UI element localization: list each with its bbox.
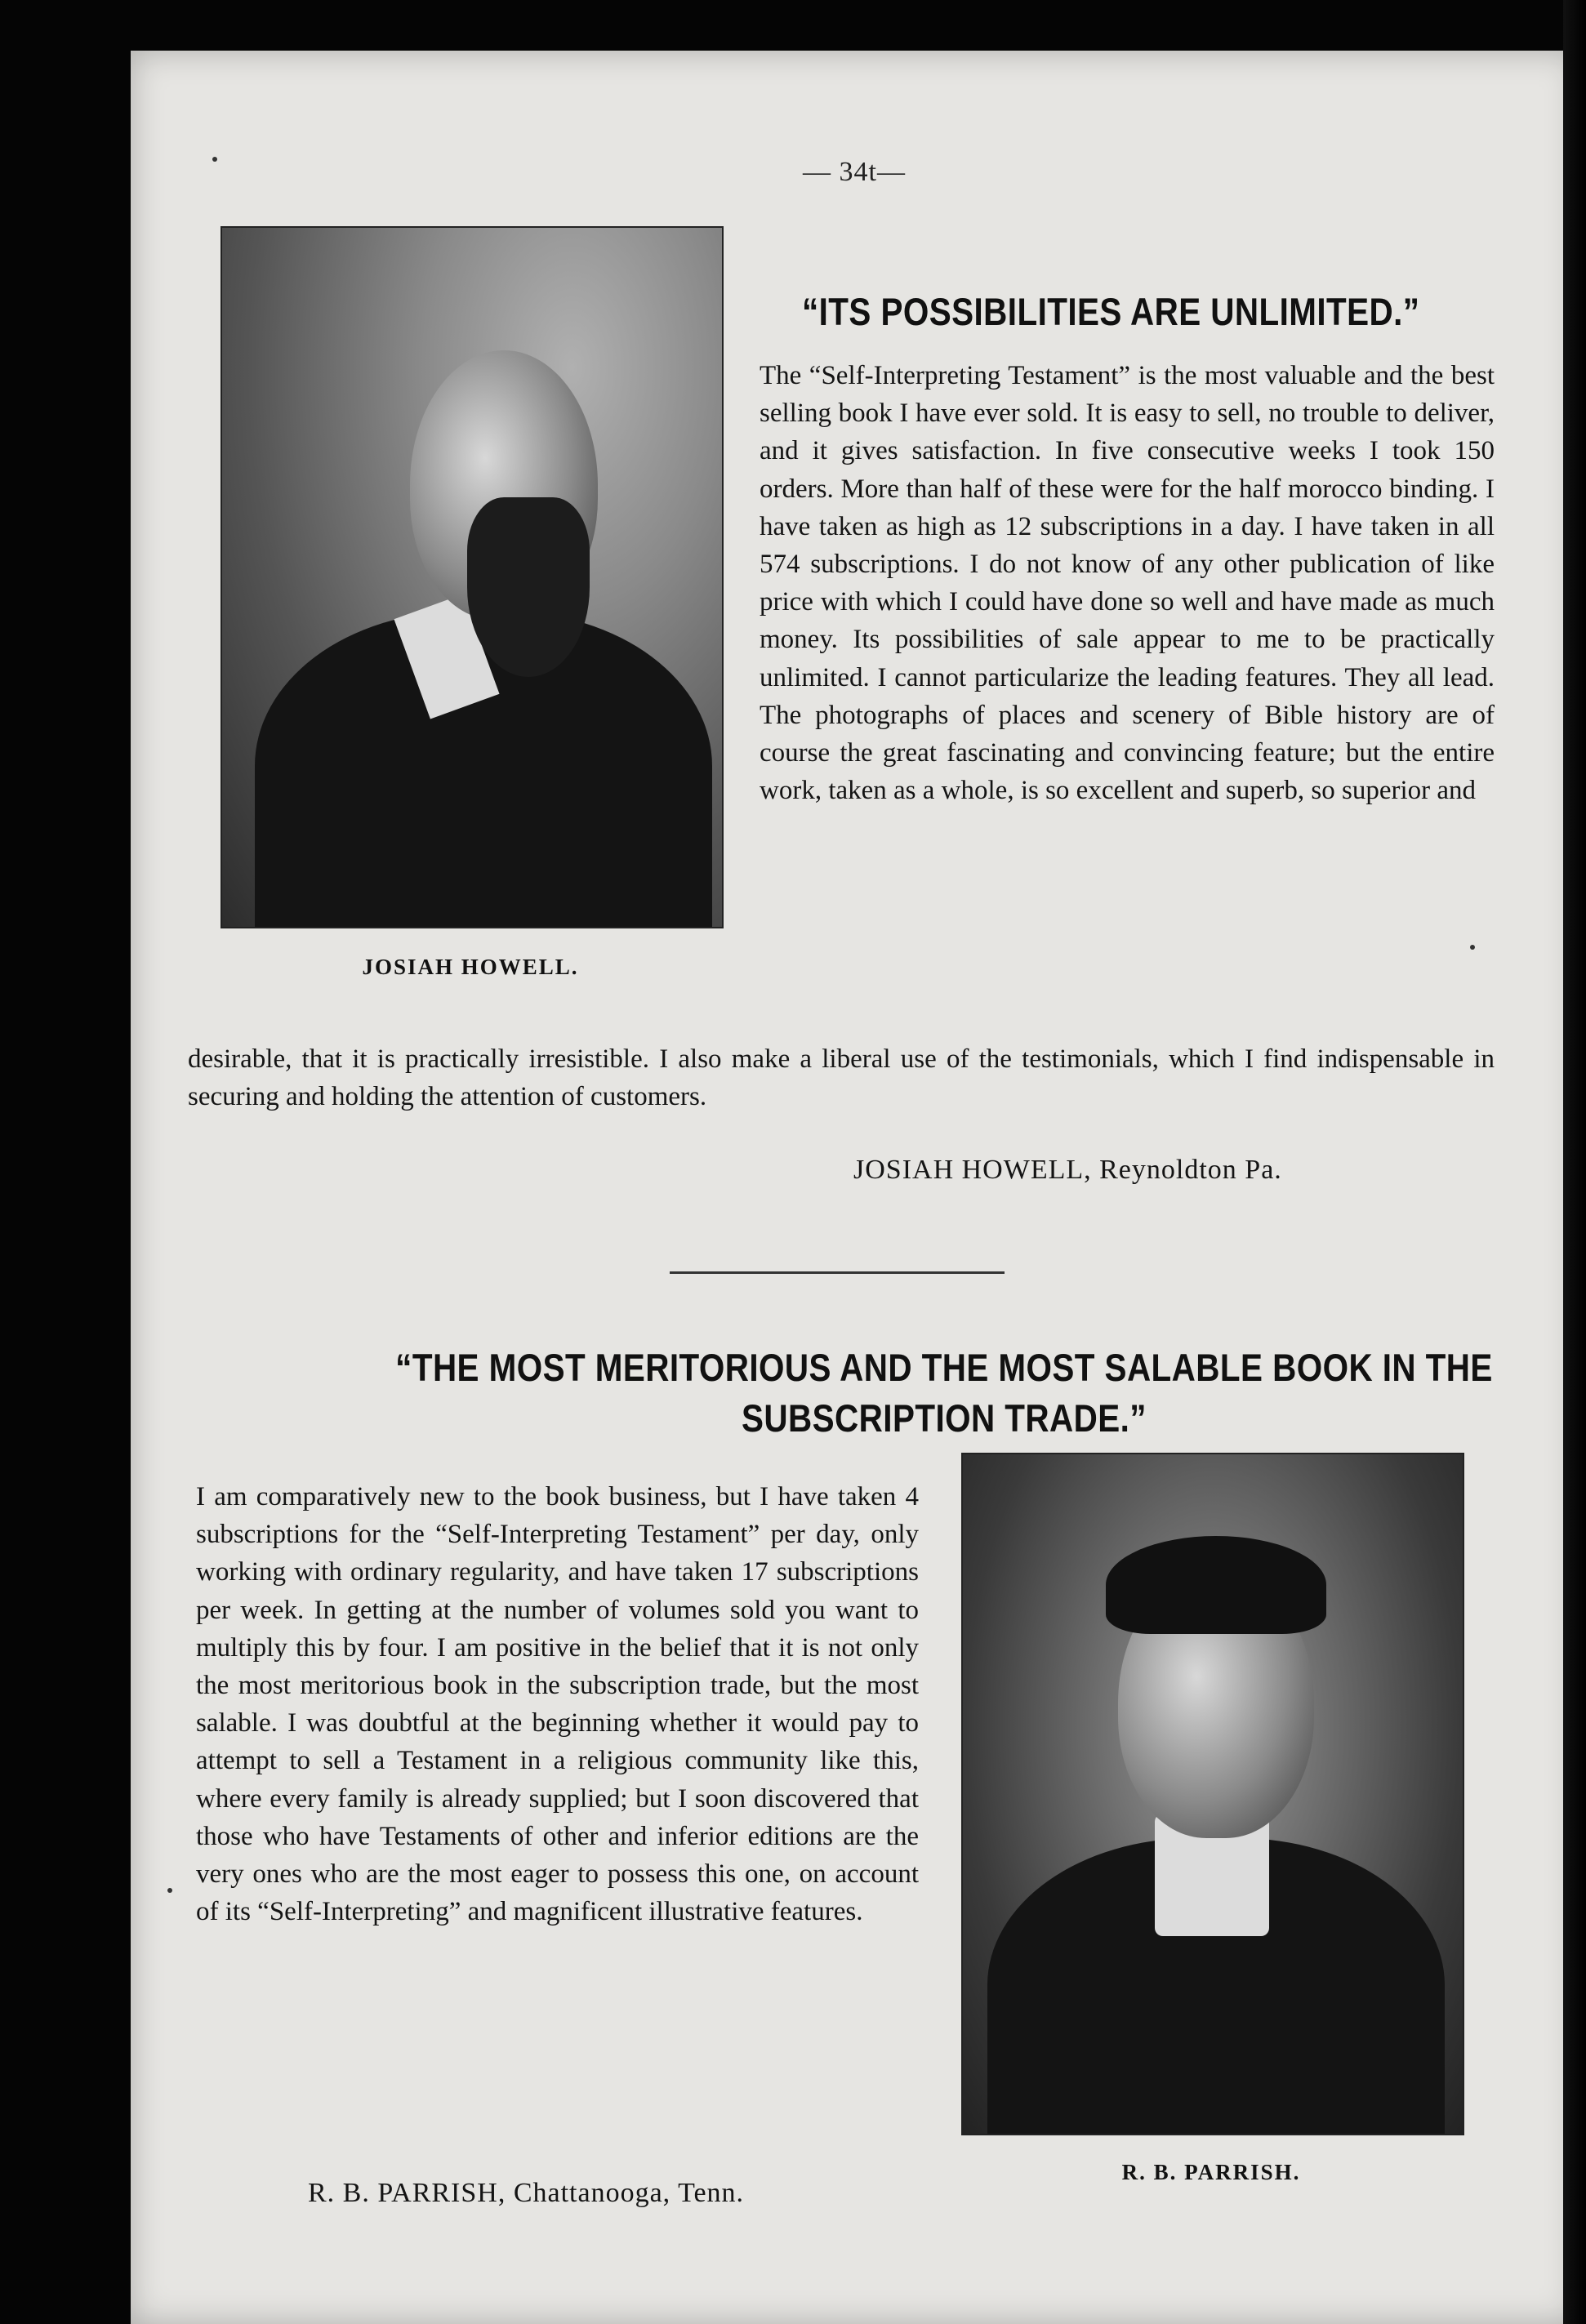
testimonial-parrish-text: I am comparatively new to the book business, but I have taken 4 subscriptions for the “Self-Interpreting Testament” per day, only working with ordinary regularity, and have taken 17 subscriptions per week. In getting at the number of volumes sold you want to multiply this by four. I am positive in the belief that it is not only the most meritorious book in the subscription trade, but the most salable. I was doubtful at the beginning whether it would pay to attempt to sell a Testament in a religious community like this, where every family is already supplied; but I soon discovered that those who have Testaments of other and inferior editions are the very ones who are the most eager to possess this one, on account of its “Self-Interpreting” and magnificent illustrative features.	[196, 1482, 919, 1927]
portrait-hair	[1106, 1536, 1326, 1634]
portrait-rb-parrish	[961, 1453, 1464, 2135]
photo-caption-howell: JOSIAH HOWELL.	[362, 955, 579, 979]
headline-line-1: “THE MOST MERITORIOUS AND THE MOST SALABLE BOOK IN THE	[395, 1346, 1493, 1389]
document-page	[131, 51, 1578, 2324]
scan-speck	[167, 1888, 172, 1893]
headline-line-2: SUBSCRIPTION TRADE.”	[742, 1396, 1147, 1440]
scan-border	[1563, 0, 1586, 2324]
page-number: — 34t—	[803, 157, 906, 187]
portrait-beard	[467, 497, 590, 677]
headline-meritorious	[361, 1342, 1527, 1444]
scan-speck	[212, 157, 217, 162]
photo-caption-parrish: R. B. PARRISH.	[1121, 2160, 1301, 2184]
testimonial-howell-text: The “Self-Interpreting Testament” is the most valuable and the best selling book I have ever sold. It is easy to sell, no trouble to deliver, and it gives satisfaction. In five consecutive weeks I took 150 orders. More than half of these were for the half morocco binding. I have taken as high as 12 subscriptions in a day. I have taken in all 574 subscriptions. I do not know of any other publication of like price with which I could have done so well and have made as much money. Its possibilities of sale appear to me to be practically unlimited. I cannot particularize the leading features. They all lead. The photographs of places and scenery of Bible history are of course the great fascinating and convincing feature; but the entire work, taken as a whole, is so excellent and superb, so superior and	[760, 361, 1495, 806]
testimonial-howell-text-continued: desirable, that it is practically irresistible. I also make a liberal use of the testimonials, which I find indispensable in securing and holding the attention of customers.	[188, 1044, 1495, 1112]
portrait-josiah-howell	[221, 226, 724, 928]
headline-possibilities: “ITS POSSIBILITIES ARE UNLIMITED.”	[802, 290, 1420, 333]
scan-speck	[1470, 945, 1475, 950]
section-divider	[670, 1271, 1005, 1274]
signature-howell: JOSIAH HOWELL, Reynoldton Pa.	[853, 1155, 1282, 1185]
signature-parrish: R. B. PARRISH, Chattanooga, Tenn.	[308, 2178, 745, 2208]
